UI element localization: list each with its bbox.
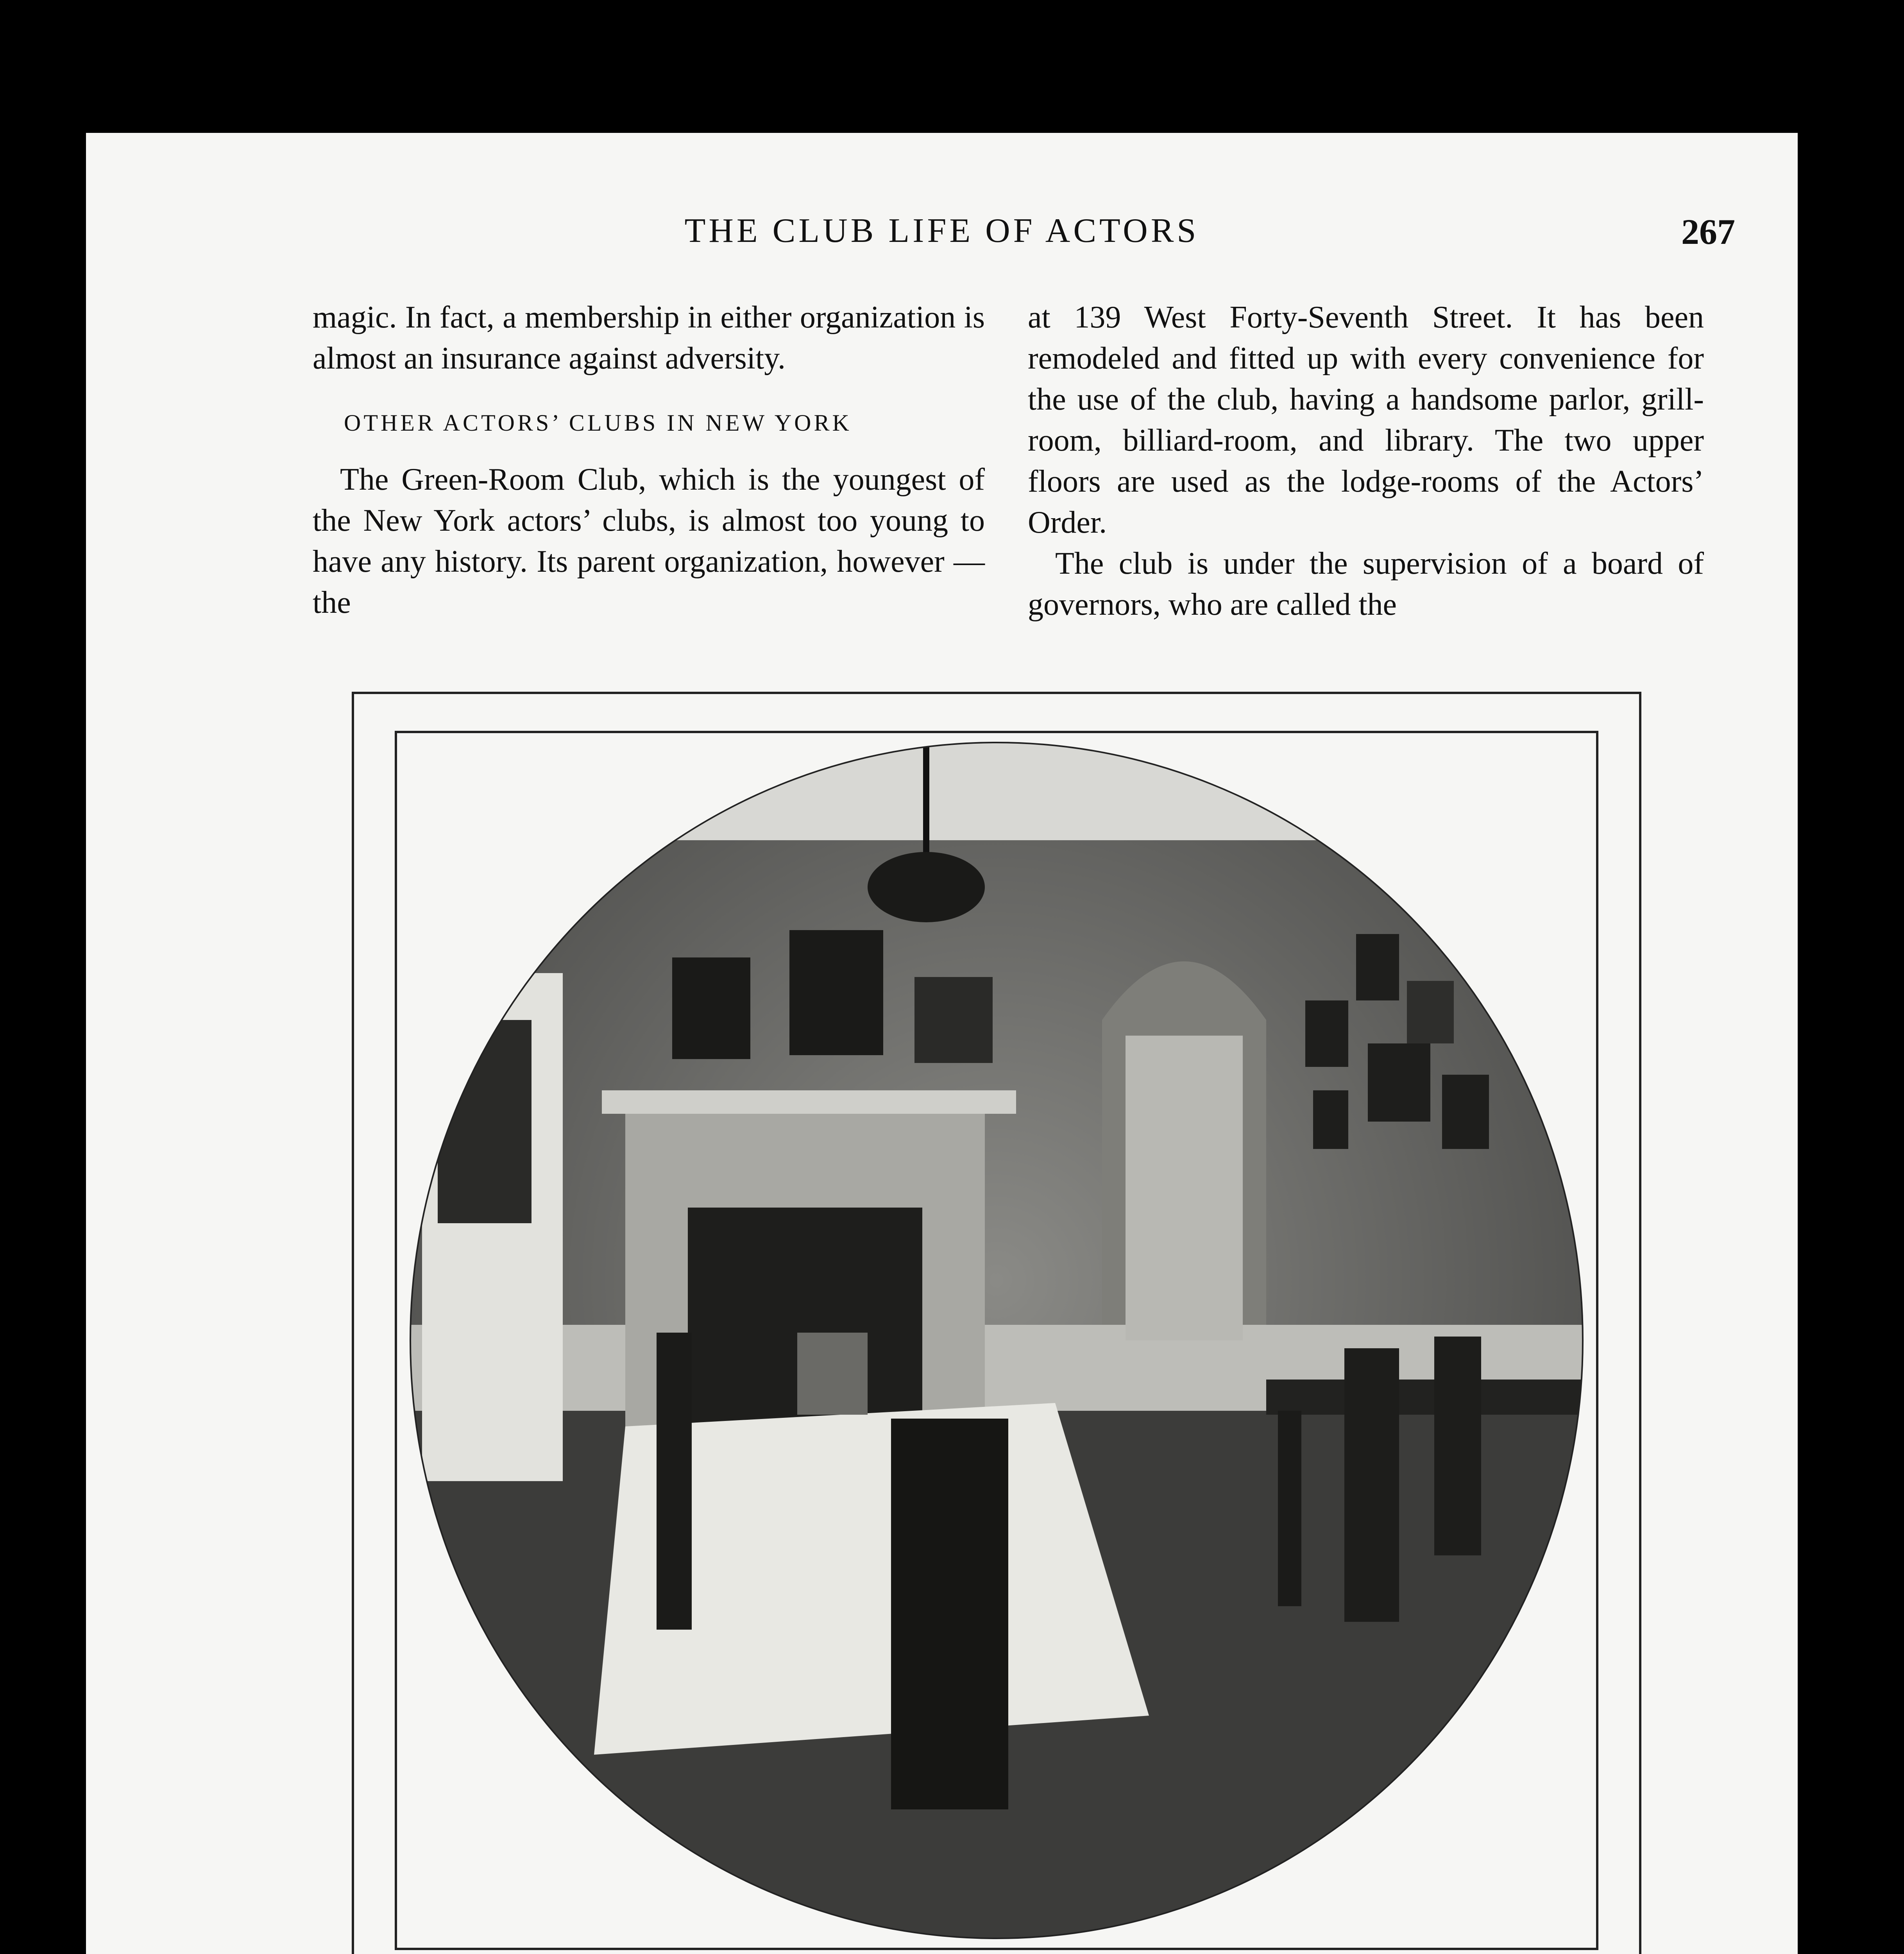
section-subheading: OTHER ACTORS’ CLUBS IN NEW YORK [344, 410, 852, 436]
text-column-top-left [313, 297, 985, 623]
magazine-page [86, 133, 1798, 1954]
paragraph: at 139 West Forty-Seventh Street. It has been remodeled and fitted up with every convenience for the use of the club, having a handsome parlor, grill-room, billiard-room, and library. The two upper floors are used as the lodge-rooms of the Actors’ Order. [1028, 300, 1704, 540]
paragraph: The club is under the supervision of a board of governors, who are called the [1028, 546, 1704, 622]
paragraph: The Green-Room Club, which is the youngest of the New York actors’ clubs, is almost too young to have any history. Its parent organization, however — the [313, 462, 985, 620]
running-header [86, 211, 1798, 266]
running-title: THE CLUB LIFE OF ACTORS [684, 212, 1199, 250]
text-column-top-right [1028, 297, 1704, 625]
dining-room-photo [406, 739, 1587, 1942]
paragraph: magic. In fact, a membership in either organization is almost an insurance against adversity. [313, 300, 985, 376]
page-number: 267 [1681, 212, 1735, 252]
